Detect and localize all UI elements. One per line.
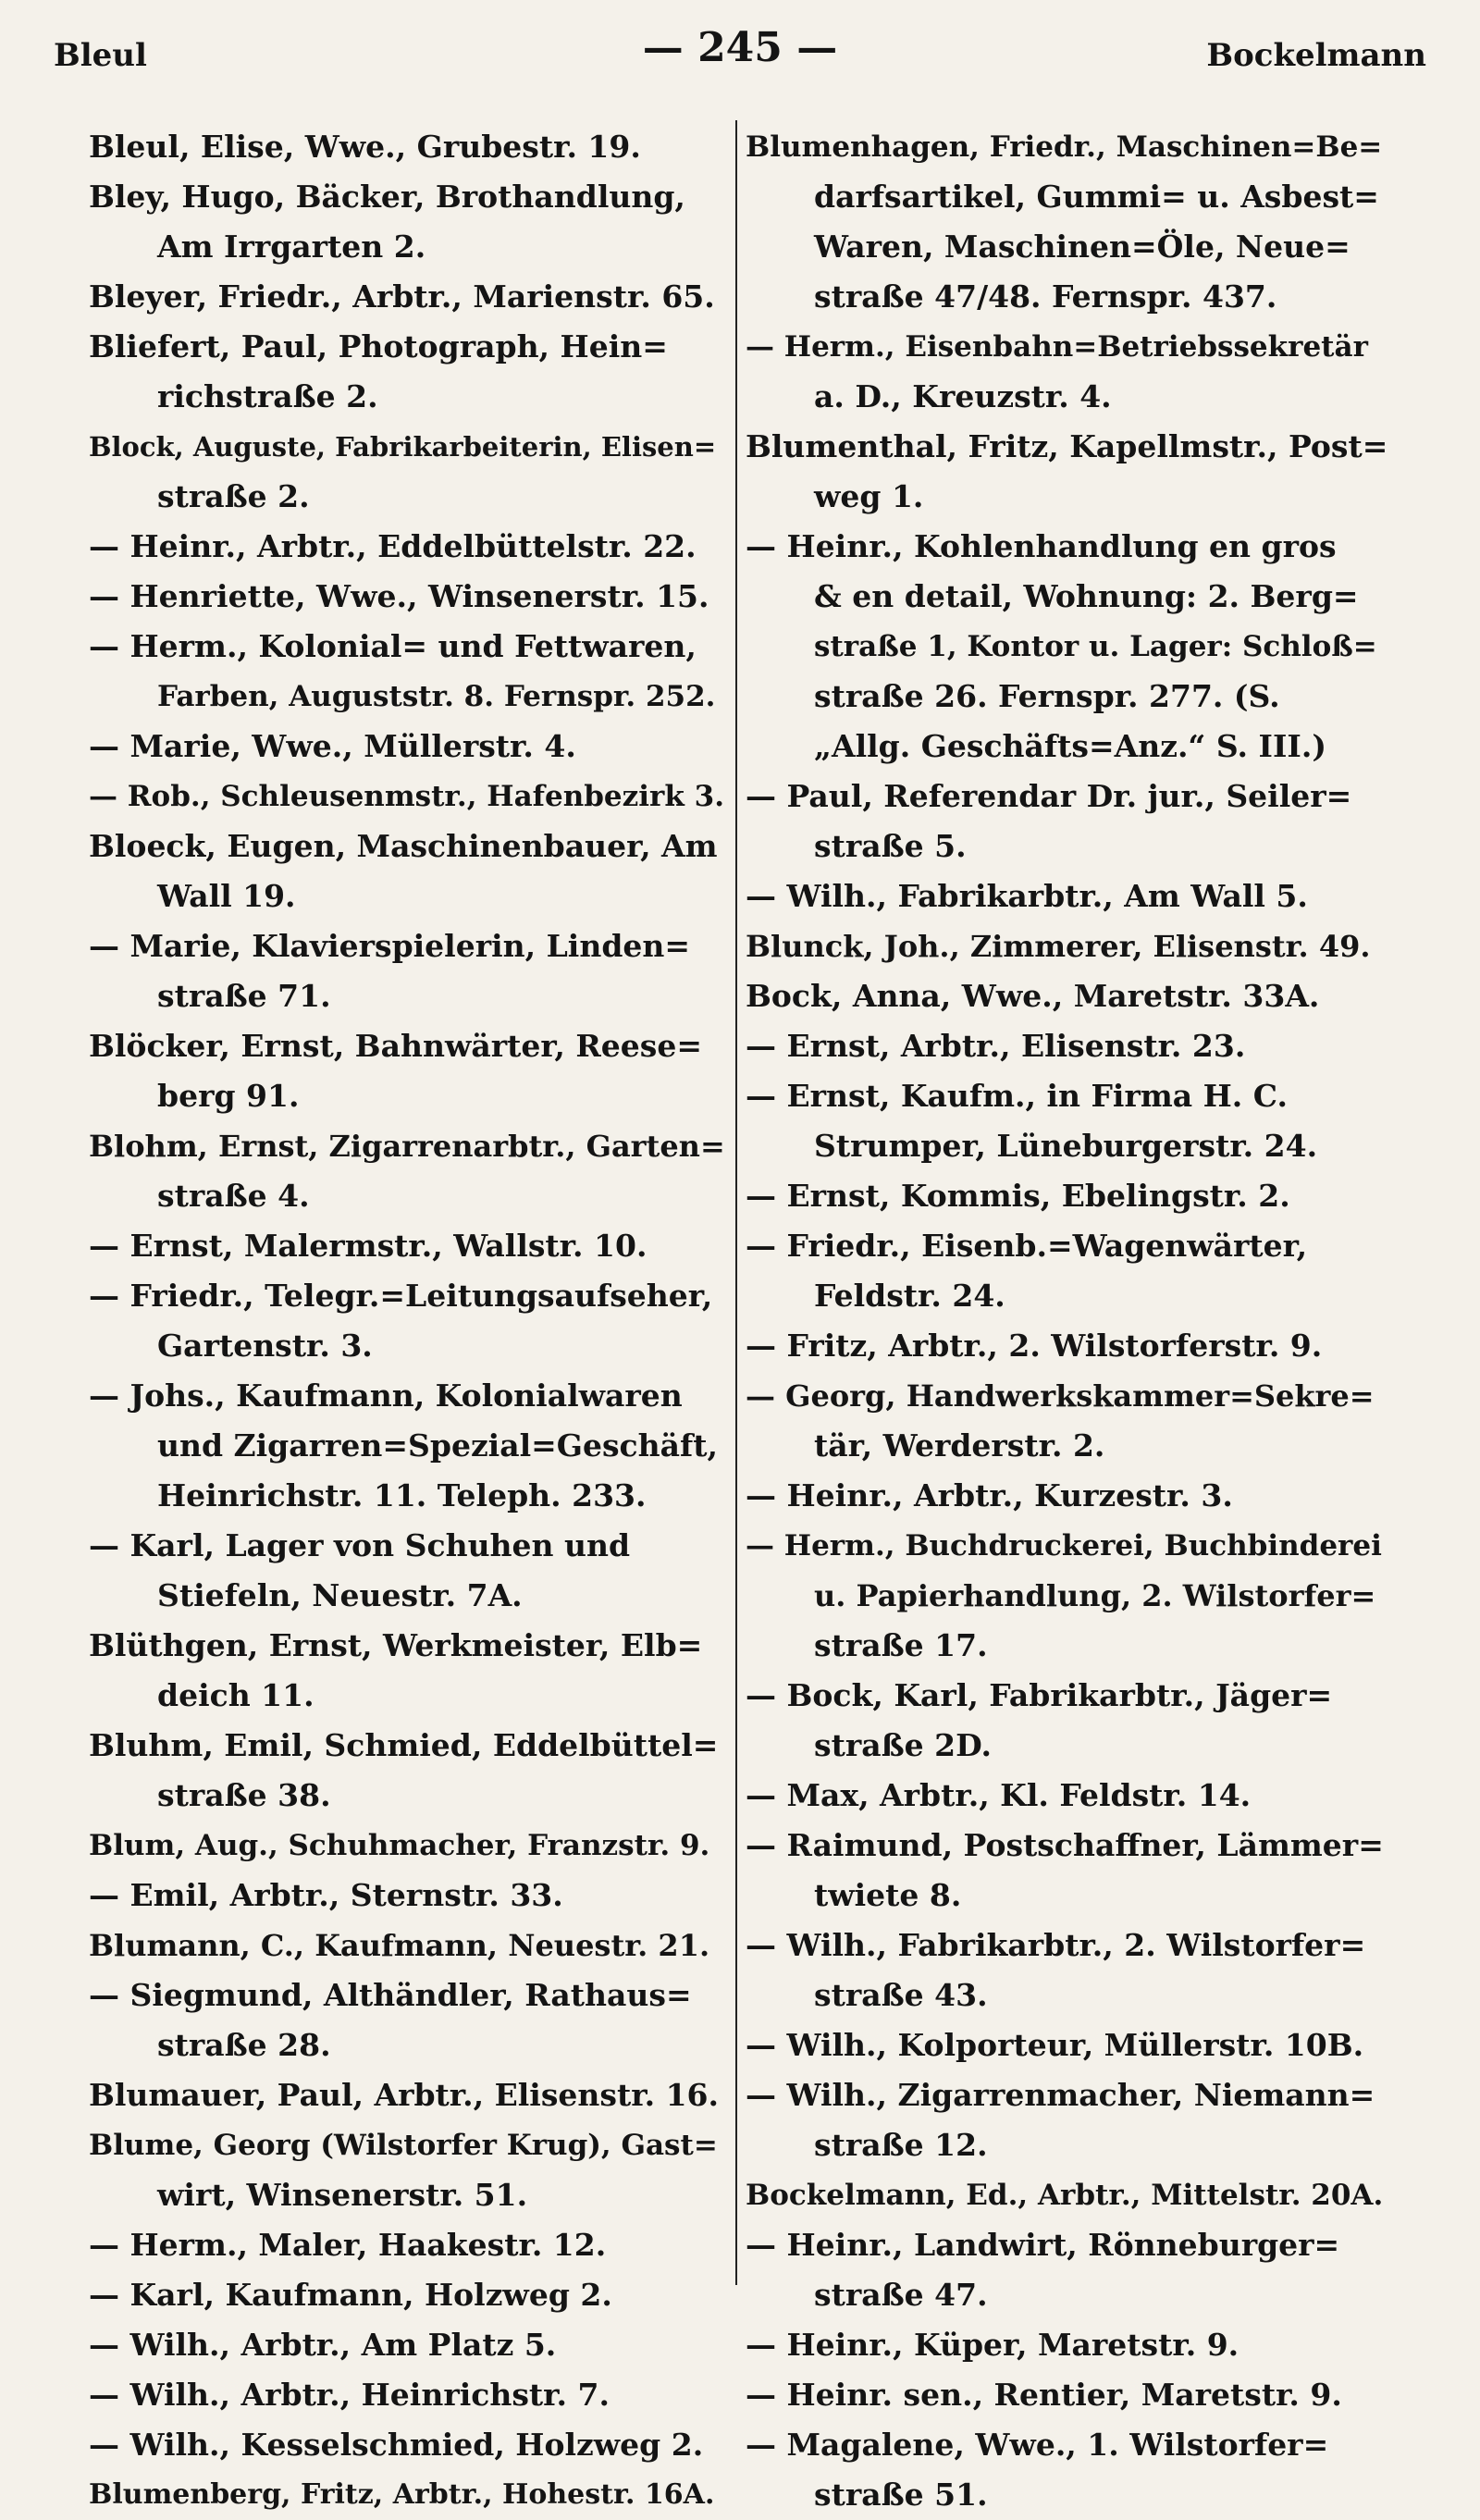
directory-line: straße 26. Fernspr. 277. (S. bbox=[814, 678, 1280, 714]
directory-line: — Emil, Arbtr., Sternstr. 33. bbox=[89, 1877, 563, 1913]
directory-line: Gartenstr. 3. bbox=[157, 1328, 373, 1364]
directory-line: — Wilh., Fabrikarbtr., Am Wall 5. bbox=[746, 878, 1308, 914]
directory-line: — Heinr., Küper, Maretstr. 9. bbox=[746, 2327, 1240, 2363]
directory-line: Blumann, C., Kaufmann, Neuestr. 21. bbox=[89, 1928, 710, 1963]
directory-line: berg 91. bbox=[157, 1078, 300, 1114]
directory-line: Am Irrgarten 2. bbox=[157, 229, 426, 265]
directory-line: Blum, Aug., Schuhmacher, Franzstr. 9. bbox=[89, 1829, 710, 1862]
header-first-entry: Bleul bbox=[54, 37, 147, 74]
directory-line: — Heinr., Arbtr., Eddelbüttelstr. 22. bbox=[89, 528, 697, 564]
directory-line: Farben, Auguststr. 8. Fernspr. 252. bbox=[157, 680, 716, 713]
directory-line: „Allg. Geschäfts=Anz.“ S. III.) bbox=[814, 728, 1326, 764]
header-last-entry: Bockelmann bbox=[1206, 37, 1426, 74]
directory-line: tär, Werderstr. 2. bbox=[814, 1427, 1105, 1464]
directory-line: — Siegmund, Althändler, Rathaus= bbox=[89, 1977, 692, 2013]
directory-line: — Ernst, Kommis, Ebelingstr. 2. bbox=[746, 1178, 1290, 1214]
directory-line: — Raimund, Postschaffner, Lämmer= bbox=[746, 1827, 1384, 1863]
directory-line: a. D., Kreuzstr. 4. bbox=[814, 378, 1112, 414]
directory-line: straße 5. bbox=[814, 828, 967, 864]
directory-line: — Johs., Kaufmann, Kolonialwaren bbox=[89, 1377, 683, 1414]
directory-line: — Herm., Maler, Haakestr. 12. bbox=[89, 2227, 607, 2263]
directory-line: — Paul, Referendar Dr. jur., Seiler= bbox=[746, 778, 1352, 814]
directory-line: — Friedr., Eisenb.=Wagenwärter, bbox=[746, 1228, 1308, 1264]
directory-line: Heinrichstr. 11. Teleph. 233. bbox=[157, 1477, 647, 1513]
directory-line: — Heinr., Landwirt, Rönneburger= bbox=[746, 2227, 1340, 2263]
directory-line: — Friedr., Telegr.=Leitungsaufseher, bbox=[89, 1278, 713, 1314]
directory-line: darfsartikel, Gummi= u. Asbest= bbox=[814, 179, 1379, 215]
directory-line: — Henriette, Wwe., Winsenerstr. 15. bbox=[89, 578, 709, 614]
directory-line: — Karl, Lager von Schuhen und bbox=[89, 1527, 631, 1563]
directory-line: — Fritz, Arbtr., 2. Wilstorferstr. 9. bbox=[746, 1328, 1323, 1364]
directory-line: straße 1, Kontor u. Lager: Schloß= bbox=[814, 630, 1377, 663]
directory-line: u. Papierhandlung, 2. Wilstorfer= bbox=[814, 1578, 1376, 1613]
directory-line: Blume, Georg (Wilstorfer Krug), Gast= bbox=[89, 2129, 718, 2162]
directory-line: Blüthgen, Ernst, Werkmeister, Elb= bbox=[89, 1627, 703, 1663]
directory-line: — Herm., Eisenbahn=Betriebssekretär bbox=[746, 330, 1368, 364]
directory-line: straße 43. bbox=[814, 1977, 988, 2013]
directory-line: Blumenhagen, Friedr., Maschinen=Be= bbox=[746, 130, 1383, 164]
column-divider bbox=[735, 120, 737, 2285]
directory-line: — Bock, Karl, Fabrikarbtr., Jäger= bbox=[746, 1677, 1333, 1713]
directory-line: Bleyer, Friedr., Arbtr., Marienstr. 65. bbox=[89, 278, 715, 315]
directory-line: Blumenthal, Fritz, Kapellmstr., Post= bbox=[746, 428, 1388, 464]
directory-line: Strumper, Lüneburgerstr. 24. bbox=[814, 1128, 1318, 1164]
directory-line: — Herm., Kolonial= und Fettwaren, bbox=[89, 628, 697, 664]
directory-line: Blumauer, Paul, Arbtr., Elisenstr. 16. bbox=[89, 2077, 719, 2113]
directory-line: twiete 8. bbox=[814, 1877, 962, 1913]
directory-line: straße 2D. bbox=[814, 1727, 993, 1763]
directory-line: & en detail, Wohnung: 2. Berg= bbox=[814, 578, 1359, 614]
directory-line: straße 28. bbox=[157, 2027, 331, 2063]
directory-line: Bluhm, Emil, Schmied, Eddelbüttel= bbox=[89, 1727, 719, 1763]
directory-line: — Wilh., Kesselschmied, Holzweg 2. bbox=[89, 2427, 704, 2463]
directory-line: weg 1. bbox=[814, 478, 924, 514]
directory-line: — Magalene, Wwe., 1. Wilstorfer= bbox=[746, 2427, 1329, 2463]
directory-line: straße 47/48. Fernspr. 437. bbox=[814, 278, 1277, 315]
directory-line: deich 11. bbox=[157, 1677, 314, 1713]
directory-line: straße 51. bbox=[814, 2477, 988, 2513]
directory-line: straße 38. bbox=[157, 1777, 331, 1813]
directory-line: — Wilh., Zigarrenmacher, Niemann= bbox=[746, 2077, 1375, 2113]
directory-line: — Georg, Handwerkskammer=Sekre= bbox=[746, 1378, 1375, 1414]
directory-line: — Max, Arbtr., Kl. Feldstr. 14. bbox=[746, 1777, 1252, 1813]
directory-line: Blöcker, Ernst, Bahnwärter, Reese= bbox=[89, 1028, 702, 1064]
directory-line: — Wilh., Arbtr., Am Platz 5. bbox=[89, 2327, 557, 2363]
directory-line: — Ernst, Kaufm., in Firma H. C. bbox=[746, 1078, 1288, 1114]
directory-line: — Herm., Buchdruckerei, Buchbinderei bbox=[746, 1529, 1382, 1563]
directory-line: Bliefert, Paul, Photograph, Hein= bbox=[89, 328, 668, 364]
directory-line: — Marie, Klavierspielerin, Linden= bbox=[89, 928, 691, 964]
directory-line: — Karl, Kaufmann, Holzweg 2. bbox=[89, 2277, 612, 2313]
directory-line: Bloeck, Eugen, Maschinenbauer, Am bbox=[89, 828, 718, 864]
directory-line: Wall 19. bbox=[157, 878, 296, 914]
directory-line: straße 12. bbox=[814, 2127, 988, 2163]
directory-line: Bleul, Elise, Wwe., Grubestr. 19. bbox=[89, 129, 641, 165]
directory-line: Bockelmann, Ed., Arbtr., Mittelstr. 20A. bbox=[746, 2179, 1384, 2212]
directory-line: — Rob., Schleusenmstr., Hafenbezirk 3. bbox=[89, 780, 724, 813]
directory-line: Blumenberg, Fritz, Arbtr., Hohestr. 16A. bbox=[89, 2478, 715, 2511]
directory-line: straße 4. bbox=[157, 1178, 310, 1214]
directory-line: Blohm, Ernst, Zigarrenarbtr., Garten= bbox=[89, 1129, 725, 1164]
page-number: — 245 — bbox=[642, 24, 838, 71]
left-column bbox=[89, 122, 727, 2520]
page-header bbox=[54, 24, 1426, 80]
directory-line: — Ernst, Arbtr., Elisenstr. 23. bbox=[746, 1028, 1246, 1064]
directory-line: Feldstr. 24. bbox=[814, 1278, 1005, 1314]
directory-line: — Heinr. sen., Rentier, Maretstr. 9. bbox=[746, 2377, 1342, 2413]
directory-line: Blunck, Joh., Zimmerer, Elisenstr. 49. bbox=[746, 929, 1371, 964]
directory-line: und Zigarren=Spezial=Geschäft, bbox=[157, 1427, 718, 1464]
directory-line: Block, Auguste, Fabrikarbeiterin, Elisen= bbox=[89, 431, 717, 463]
directory-line: — Wilh., Fabrikarbtr., 2. Wilstorfer= bbox=[746, 1927, 1366, 1963]
directory-line: wirt, Winsenerstr. 51. bbox=[157, 2177, 528, 2213]
directory-line: Stiefeln, Neuestr. 7A. bbox=[157, 1577, 523, 1613]
directory-line: — Heinr., Arbtr., Kurzestr. 3. bbox=[746, 1477, 1233, 1513]
directory-line: Bley, Hugo, Bäcker, Brothandlung, bbox=[89, 179, 685, 215]
directory-line: — Heinr., Kohlenhandlung en gros bbox=[746, 528, 1337, 564]
directory-line: — Wilh., Arbtr., Heinrichstr. 7. bbox=[89, 2377, 610, 2413]
directory-line: — Ernst, Malermstr., Wallstr. 10. bbox=[89, 1228, 648, 1264]
directory-line: Bock, Anna, Wwe., Maretstr. 33A. bbox=[746, 978, 1320, 1014]
directory-line: — Wilh., Kolporteur, Müllerstr. 10B. bbox=[746, 2027, 1364, 2063]
directory-line: straße 71. bbox=[157, 978, 331, 1014]
directory-line: straße 2. bbox=[157, 478, 310, 514]
directory-line: richstraße 2. bbox=[157, 378, 378, 414]
directory-line: Waren, Maschinen=Öle, Neue= bbox=[814, 229, 1350, 265]
directory-line: straße 47. bbox=[814, 2277, 988, 2313]
right-column bbox=[746, 122, 1388, 2520]
directory-line: straße 17. bbox=[814, 1627, 988, 1663]
directory-line: — Marie, Wwe., Müllerstr. 4. bbox=[89, 728, 576, 764]
